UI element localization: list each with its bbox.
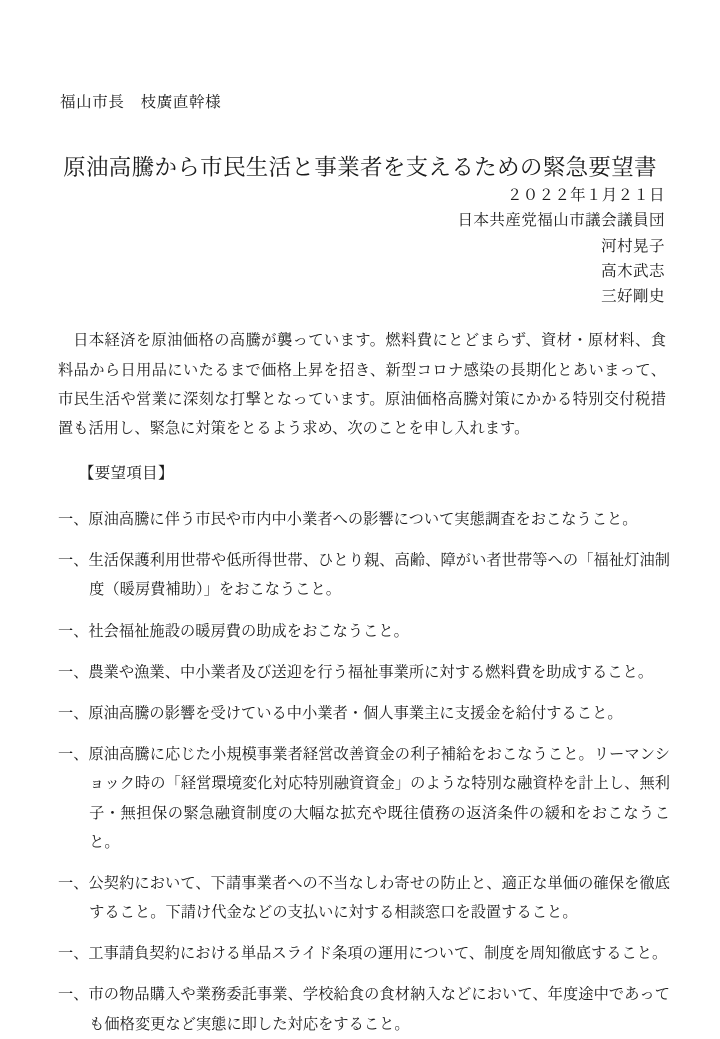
list-item	[58, 505, 670, 534]
item-marker: 一、	[58, 622, 89, 640]
addressee-line: 福山市長 枝廣直幹様	[60, 94, 222, 111]
list-item	[58, 658, 670, 687]
item-marker: 一、	[58, 511, 89, 528]
intro-paragraph: 日本経済を原油価格の高騰が襲っています。燃料費にとどまらず、資材・原材料、食料品から日用品にいたるまで価格上昇を招き、新型コロナ感染の長期化とあいまって、市民生活や営業に深刻な打撃となっています。原油価格高騰対策にかかる特別交付税措置も活用し、緊急に対策をとるよう求め、次のことを申し入れます。	[58, 332, 666, 438]
list-item	[58, 980, 670, 1038]
list-item	[58, 546, 670, 604]
signature-member: 河村晃子	[601, 237, 665, 255]
item-marker: 一、	[58, 874, 89, 892]
item-text: 原油高騰の影響を受けている中小業者・個人事業主に支援金を給付すること。	[88, 704, 623, 722]
list-item	[58, 617, 670, 646]
list-item	[58, 939, 670, 968]
item-text: 農業や漁業、中小業者及び送迎を行う福祉事業所に対する燃料費を助成すること。	[88, 663, 654, 681]
item-text: 社会福祉施設の暖房費の助成をおこなうこと。	[88, 622, 409, 640]
signature-block	[457, 183, 665, 309]
signature-member: 高木武志	[601, 262, 665, 280]
section-heading-requests: 【要望項目】	[78, 465, 174, 482]
item-marker: 一、	[58, 986, 89, 1004]
item-text: 生活保護利用世帯や低所得世帯、ひとり親、高齢、障がい者世帯等への「福祉灯油制度（暖房費補助）」をおこなうこと。	[88, 552, 671, 599]
page-title: 原油高騰から市民生活と事業者を支えるための緊急要望書	[63, 155, 657, 181]
item-text: 公契約において、下請事業者への不当なしわ寄せの防止と、適正な単価の確保を徹底すること。下請け代金などの支払いに対する相談窓口を設置すること。	[88, 874, 671, 922]
item-text: 原油高騰に伴う市民や市内中小業者への影響について実態調査をおこなうこと。	[88, 511, 638, 528]
item-text: 市の物品購入や業務委託事業、学校給食の食材納入などにおいて、年度途中であっても価格変更など実態に即した対応をすること。	[88, 986, 670, 1033]
item-text: 工事請負契約における単品スライド条項の運用について、制度を周知徹底すること。	[88, 945, 668, 963]
item-marker: 一、	[58, 663, 89, 681]
item-marker: 一、	[58, 704, 89, 722]
item-text: 原油高騰に応じた小規模事業者経営改善資金の利子補給をおこなうこと。リーマンショック時の「経営環境変化対応特別融資資金」のような特別な融資枠を計上し、無利子・無担保の緊急融資制度の大幅な拡充や既往債務の返済条件の緩和をおこなうこと。	[88, 746, 670, 851]
item-marker: 一、	[58, 945, 89, 963]
request-item-list	[58, 505, 670, 1039]
list-item	[58, 699, 670, 728]
signature-member: 三好剛史	[601, 288, 665, 305]
item-marker: 一、	[58, 552, 89, 570]
signature-date: ２０２２年１月２１日	[506, 187, 665, 204]
item-marker: 一、	[58, 746, 89, 764]
list-item	[58, 869, 670, 927]
signature-organization: 日本共産党福山市議会議員団	[457, 212, 665, 230]
list-item	[58, 740, 670, 857]
